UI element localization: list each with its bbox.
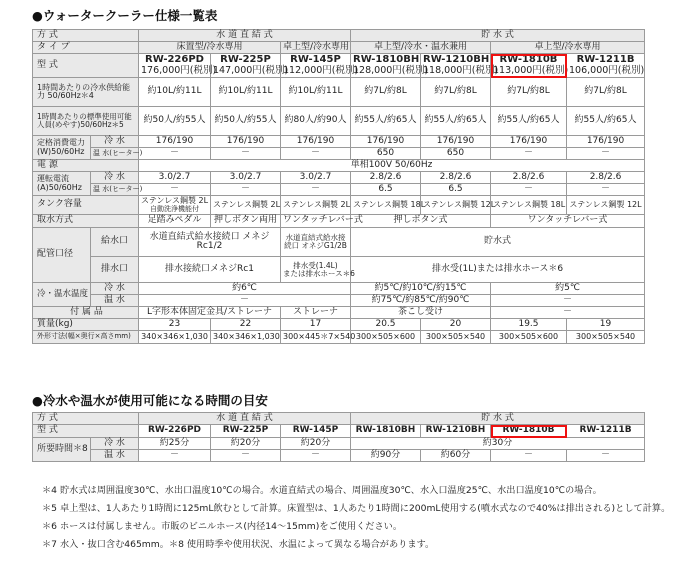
tank-type: 貯 水 式 <box>351 30 645 42</box>
time-heat: － <box>491 450 567 462</box>
dims-value: 300×505×600 <box>351 331 421 344</box>
current-cold: 3.0/2.7 <box>211 172 281 184</box>
model-price: 112,000円(税別) <box>283 64 359 76</box>
time-model: RW-1810BH <box>351 425 421 438</box>
capacity-value: 約7L/約8L <box>491 78 567 107</box>
time-cold-direct: 約20分 <box>281 438 351 450</box>
power-cold: 176/190 <box>139 136 211 148</box>
model-cell <box>421 54 499 78</box>
current-cold: 2.8/2.6 <box>567 172 645 184</box>
capacity-value: 約10L/約11L <box>139 78 211 107</box>
type-desk-cold: 卓上型/冷水専用 <box>281 42 351 54</box>
acc-tank: － <box>491 307 645 319</box>
source-value: 単相100V 50/60Hz <box>139 160 645 172</box>
weight-value: 19.5 <box>491 319 567 331</box>
tank-value: ステンレス鋼製 18L <box>351 196 421 215</box>
people-value: 約55人/約65人 <box>421 107 491 136</box>
time-model: RW-145P <box>281 425 351 438</box>
current-heat: － <box>281 184 351 196</box>
capacity-value: 約7L/約8L <box>567 78 645 107</box>
temp-heat-tank: － <box>491 295 645 307</box>
people-value: 約50人/約55人 <box>139 107 211 136</box>
drain-145 <box>281 257 355 283</box>
power-heat: － <box>211 148 281 160</box>
footnote: ＊5 卓上型は、1人あたり1時間に125mL飲むとして計算。床置型は、1人あたり1時間に200mL使用する(噴水式なので40%は排出される)として計算。 <box>42 503 671 514</box>
supply-145: 水道直結式給水接続口 オネジG1/2B <box>281 228 351 257</box>
tank-value-main: ステンレス鋼製 2L <box>141 196 209 206</box>
weight-label: 質量(kg) <box>33 319 139 331</box>
supply-direct: 水道直結式給水接続口 メネジRc1/2 <box>139 228 281 257</box>
weight-value: 17 <box>281 319 351 331</box>
dims-value: 300×505×600 <box>491 331 567 344</box>
model-name: RW-145P <box>290 54 341 66</box>
dims-value: 340×346×1,030 <box>211 331 281 344</box>
time-model: RW-225P <box>211 425 281 438</box>
power-label: 定格消費電力(W)50/60Hz <box>33 136 91 160</box>
heat-sublabel: 温 水(ヒーター) <box>91 184 139 196</box>
type-desk-both: 卓上型/冷水・温水兼用 <box>351 42 491 54</box>
method-header: 方 式 <box>33 30 139 42</box>
current-cold: 2.8/2.6 <box>491 172 567 184</box>
weight-value: 20.5 <box>351 319 421 331</box>
time-table <box>32 412 645 462</box>
spec-table <box>32 29 645 344</box>
power-cold: 176/190 <box>281 136 351 148</box>
capacity-value: 約7L/約8L <box>351 78 421 107</box>
model-price: 113,000円(税別) <box>493 64 569 76</box>
model-cell <box>211 54 289 78</box>
tank-value-sub: 自動洗浄機能付 <box>150 204 199 213</box>
current-heat: － <box>491 184 567 196</box>
time-tank-type: 貯 水 式 <box>351 413 645 425</box>
footnote: ＊4 貯水式は周囲温度30℃、水出口温度10℃の場合。水道直結式の場合、周囲温度30℃、水入口温度25℃、水出口温度10℃の場合。 <box>42 485 602 496</box>
cold-sublabel: 冷 水 <box>91 283 139 295</box>
time-direct-type: 水 道 直 結 式 <box>139 413 351 425</box>
model-cell-highlighted <box>491 54 567 78</box>
time-method-header: 方 式 <box>33 413 139 425</box>
draw-value: 押しボタン両用 <box>211 215 281 228</box>
dims-label: 外形寸法(幅×奥行×高さmm) <box>33 331 139 344</box>
model-name: RW-1211B <box>576 54 635 66</box>
capacity-value: 約10L/約11L <box>211 78 281 107</box>
temp-cold-tank: 約5℃ <box>491 283 645 295</box>
time-cold-tank: 約30分 <box>351 438 645 450</box>
tank-label: タンク容量 <box>33 196 139 215</box>
power-heat: 650 <box>351 148 421 160</box>
people-value: 約50人/約55人 <box>211 107 281 136</box>
model-price: 118,000円(税別) <box>423 64 499 76</box>
model-price: 106,000円(税別) <box>569 64 645 76</box>
drain-145-main: 排水受(1.4L) <box>293 260 338 270</box>
power-heat: － <box>567 148 645 160</box>
supply-tank: 貯水式 <box>351 228 645 257</box>
current-cold: 3.0/2.7 <box>281 172 351 184</box>
time-model: RW-1210BH <box>421 425 491 438</box>
time-heat: － <box>139 450 211 462</box>
people-value: 約55人/約65人 <box>351 107 421 136</box>
acc-tank-h: 茶こし受け <box>351 307 491 319</box>
time-heat: 約90分 <box>351 450 421 462</box>
source-label: 電 源 <box>33 160 139 172</box>
type-desk-cold-tank: 卓上型/冷水専用 <box>491 42 645 54</box>
heat-sublabel: 温 水 <box>91 295 139 307</box>
tank-value: ステンレス鋼製 18L <box>491 196 567 215</box>
current-cold: 2.8/2.6 <box>351 172 421 184</box>
power-cold: 176/190 <box>351 136 421 148</box>
time-heat: 約60分 <box>421 450 491 462</box>
acc-145: ストレーナ <box>281 307 351 319</box>
draw-value: ワンタッチレバー式 <box>491 215 645 228</box>
people-value: 約55人/約65人 <box>491 107 567 136</box>
pipe-label: 配管口径 <box>33 228 91 283</box>
temp-cold-direct: 約6℃ <box>139 283 351 295</box>
weight-value: 19 <box>567 319 645 331</box>
power-cold: 176/190 <box>567 136 645 148</box>
time-cold-direct: 約20分 <box>211 438 281 450</box>
capacity-value: 約10L/約11L <box>281 78 351 107</box>
current-heat: － <box>139 184 211 196</box>
heat-sublabel: 温 水(ヒーター) <box>91 148 139 160</box>
time-heat: － <box>567 450 645 462</box>
type-floor: 床置型/冷水専用 <box>139 42 281 54</box>
time-title: ●冷水や温水が使用可能になる時間の目安 <box>32 393 268 408</box>
weight-value: 23 <box>139 319 211 331</box>
current-heat: 6.5 <box>421 184 491 196</box>
model-cell <box>281 54 359 78</box>
cold-sublabel: 冷 水 <box>91 438 139 450</box>
model-header: 型 式 <box>33 54 139 78</box>
tank-value: ステンレス鋼製 12L <box>567 196 645 215</box>
current-heat: － <box>567 184 645 196</box>
drain-sublabel: 排水口 <box>91 257 139 283</box>
draw-value: 押しボタン式 <box>351 215 491 228</box>
model-cell <box>351 54 429 78</box>
tank-value: ステンレス鋼製 2L <box>281 196 351 215</box>
temp-cold-tank-h: 約5℃/約10℃/約15℃ <box>351 283 491 295</box>
capacity-label: 1時間あたりの冷水供給能力 50/60Hz＊4 <box>33 78 139 107</box>
dims-value: 340×346×1,030 <box>139 331 211 344</box>
current-cold: 2.8/2.6 <box>421 172 491 184</box>
footnote: ＊6 ホースは付属しません。市販のビニルホース(内径14～15mm)をご使用ください。 <box>42 521 403 532</box>
model-name: RW-226PD <box>145 54 204 66</box>
current-cold: 3.0/2.7 <box>139 172 211 184</box>
model-name: RW-1810BH <box>353 54 420 66</box>
acc-direct: L字形本体固定金具/ストレーナ <box>139 307 281 319</box>
time-label: 所要時間＊8 <box>33 438 91 462</box>
power-cold: 176/190 <box>211 136 281 148</box>
time-model-header: 型 式 <box>33 425 139 438</box>
model-name: RW-1210BH <box>423 54 490 66</box>
power-heat: － <box>139 148 211 160</box>
people-value: 約80人/約90人 <box>281 107 351 136</box>
power-heat: － <box>281 148 351 160</box>
tank-value: ステンレス鋼製 12L <box>421 196 491 215</box>
dims-value: 300×505×540 <box>421 331 491 344</box>
weight-value: 20 <box>421 319 491 331</box>
acc-label: 付 属 品 <box>33 307 139 319</box>
dims-value: 300×445＊7×540 <box>281 331 351 344</box>
current-heat: － <box>211 184 281 196</box>
people-value: 約55人/約65人 <box>567 107 645 136</box>
model-cell <box>567 54 645 78</box>
draw-value: 足踏みペダル <box>139 215 211 228</box>
cold-sublabel: 冷 水 <box>91 172 139 184</box>
temp-heat-direct: － <box>139 295 351 307</box>
heat-sublabel: 温 水 <box>91 450 139 462</box>
power-cold: 176/190 <box>421 136 491 148</box>
current-heat: 6.5 <box>351 184 421 196</box>
model-price: 147,000円(税別) <box>213 64 289 76</box>
time-cold-direct: 約25分 <box>139 438 211 450</box>
model-name: RW-1810B <box>499 54 558 66</box>
type-header: タ イ プ <box>33 42 139 54</box>
weight-value: 22 <box>211 319 281 331</box>
temp-label: 冷・温水温度 <box>33 283 91 307</box>
model-cell <box>139 54 217 78</box>
model-name: RW-225P <box>220 54 271 66</box>
spec-title: ●ウォータークーラー仕様一覧表 <box>32 8 218 23</box>
power-cold: 176/190 <box>491 136 567 148</box>
current-label: 運転電流(A)50/60Hz <box>33 172 91 196</box>
time-model: RW-226PD <box>139 425 211 438</box>
time-heat: － <box>281 450 351 462</box>
time-heat: － <box>211 450 281 462</box>
temp-heat-tank-h: 約75℃/約85℃/約90℃ <box>351 295 491 307</box>
power-heat: 650 <box>421 148 491 160</box>
direct-type: 水 道 直 結 式 <box>139 30 351 42</box>
dims-value: 300×505×540 <box>567 331 645 344</box>
draw-value: ワンタッチレバー式 <box>281 215 351 228</box>
footnotes <box>42 482 670 554</box>
people-label: 1時間あたりの標準使用可能人員(めやす)50/60Hz＊5 <box>33 107 139 136</box>
footnote: ＊7 水入・抜口含む465mm。＊8 使用時季や使用状況、水温によって異なる場合があります。 <box>42 539 435 550</box>
draw-label: 取水方式 <box>33 215 139 228</box>
drain-tank: 排水受(1L)または排水ホース＊6 <box>351 257 645 283</box>
model-price: 176,000円(税別) <box>141 64 217 76</box>
time-model: RW-1211B <box>567 425 645 438</box>
tank-value: ステンレス鋼製 2L <box>211 196 281 215</box>
drain-145-sub: または排水ホース＊6 <box>283 268 355 278</box>
drain-direct: 排水接続口メネジRc1 <box>139 257 281 283</box>
cold-sublabel: 冷 水 <box>91 136 139 148</box>
power-heat: － <box>491 148 567 160</box>
time-model-highlighted: RW-1810B <box>491 425 567 438</box>
tank-value <box>139 196 211 215</box>
capacity-value: 約7L/約8L <box>421 78 491 107</box>
supply-sublabel: 給水口 <box>91 228 139 257</box>
model-price: 128,000円(税別) <box>353 64 429 76</box>
